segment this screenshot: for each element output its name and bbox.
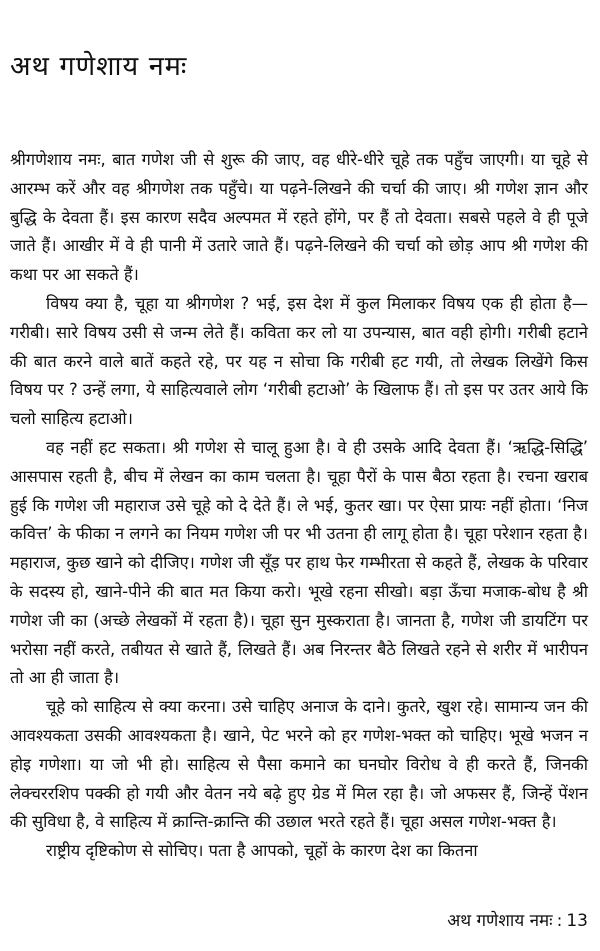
paragraph-3: वह नहीं हट सकता। श्री गणेश से चालू हुआ है। वे ही उसके आदि देवता हैं। ‘ऋद्धि-सिद्धि’ आसपास रहती है, बीच में लेखन का काम चलता है। चूहा पैरों के पास बैठा रहता है। रचना खराब हुई कि गणेश जी महाराज उसे चूहे को दे देते हैं। ले भई, कुतर खा। पर ऐसा प्रायः नहीं होता। ‘निज कवित्त’ के फीका न लगने का नियम गणेश जी पर भी उतना ही लागू होता है। चूहा परेशान रहता है। महाराज, कुछ खाने को दीजिए। गणेश जी सूँड़ पर हाथ फेर गम्भीरता से कहते हैं, लेखक के परिवार के सदस्य हो, खाने-पीने की बात मत किया करो। भूखे रहना सीखो। बड़ा ऊँचा मजाक-बोध है श्री गणेश जी का (अच्छे लेखकों में रहता है)। चूहा सुन मुस्कराता है। जानता है, गणेश जी डायटिंग पर भरोसा नहीं करते, तबीयत से खाते हैं, लिखते हैं। अब निरन्तर बैठे लिखते रहने से शरीर में भारीपन तो आ ही जाता है। (10, 437, 588, 688)
paragraph-2: विषय क्या है, चूहा या श्रीगणेश ? भई, इस देश में कुल मिलाकर विषय एक ही होता है—गरीबी। सारे विषय उसी से जन्म लेते हैं। कविता कर लो या उपन्यास, बात वही होगी। गरीबी हटाने की बात करने वाले बातें कहते रहे, पर यह न सोचा कि गरीबी हट गयी, तो लेखक लिखेंगे किस विषय पर ? उन्हें लगा, ये साहित्यवाले लोग ‘गरीबी हटाओ’ के खिलाफ हैं। तो इस पर उतर आये कि चलो साहित्य हटाओ। (10, 293, 588, 429)
paragraph-1: श्रीगणेशाय नमः, बात गणेश जी से शुरू की जाए, वह धीरे-धीरे चूहे तक पहुँच जाएगी। या चूहे से आरम्भ करें और वह श्रीगणेश तक पहुँचे। या पढ़ने-लिखने की चर्चा की जाए। श्री गणेश ज्ञान और बुद्धि के देवता हैं। इस कारण सदैव अल्पमत में रहते होंगे, पर हैं तो देवता। सबसे पहले वे ही पूजे जाते हैं। आखीर में वे ही पानी में उतारे जाते हैं। पढ़ने-लिखने की चर्चा को छोड़ आप श्री गणेश की कथा पर आ सकते हैं। (10, 150, 588, 285)
footer-separator: : (556, 911, 563, 931)
page-number: 13 (566, 911, 588, 931)
chapter-title: अथ गणेशाय नमः (10, 51, 188, 82)
paragraph-5: राष्ट्रीय दृष्टिकोण से सोचिए। पता है आपको, चूहों के कारण देश का कितना (46, 841, 478, 861)
body-text (10, 146, 588, 866)
page-footer (447, 908, 588, 931)
paragraph-4: चूहे को साहित्य से क्या करना। उसे चाहिए अनाज के दाने। कुतरे, खुश रहे। सामान्य जन की आवश्यकता उसकी आवश्यकता है। खाने, पेट भरने को हर गणेश-भक्त को चाहिए। भूखे भजन न होइ गणेशा। या जो भी हो। साहित्य से पैसा कमाने का घनघोर विरोध वे ही करते हैं, जिनकी लेक्चररशिप पक्की हो गयी और वेतन नये बढ़े हुए ग्रेड में मिल रहा है। जो अफसर हैं, जिन्हें पेंशन की सुविधा है, वे साहित्य में क्रान्ति-क्रान्ति की उछाल भरते रहते हैं। चूहा असल गणेश-भक्त है। (10, 697, 588, 832)
running-title: अथ गणेशाय नमः (447, 911, 553, 931)
